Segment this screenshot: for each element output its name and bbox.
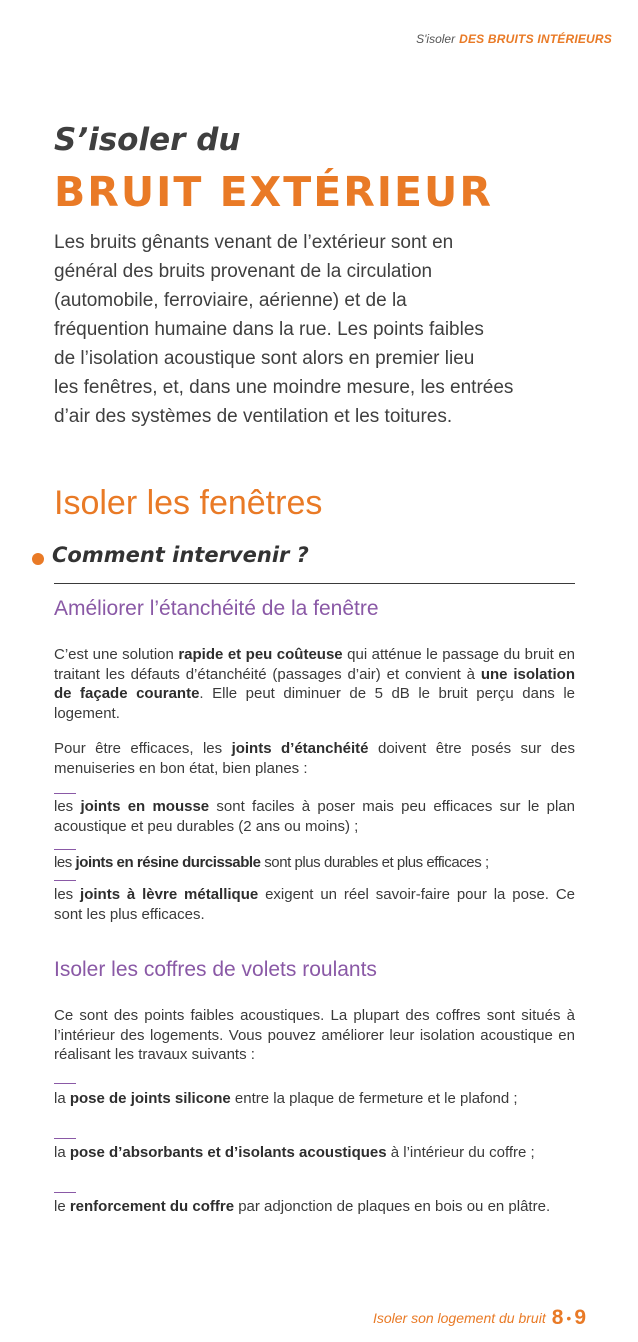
lead-line: les fenêtres, et, dans une moindre mesure, les entrées [54,377,514,398]
lead-line: d’air des systèmes de ventilation et les toitures. [54,406,453,427]
list-dash [54,849,76,850]
footer-title: Isoler son logement du bruit [372,1310,546,1326]
subsection-title-shutters: Isoler les coffres de volets roulants [54,958,377,981]
page-separator-icon: • [566,1310,572,1326]
list-item: les joints en résine durcissable sont plus durables et plus efficaces ; [54,854,489,871]
emphasis: joints d’étanchéité [231,740,369,757]
lead-line: Les bruits gênants venant de l’extérieur sont en [54,232,454,253]
list-dash [54,880,76,881]
list-item: les joints en mousse sont faciles à poser mais peu efficaces sur le plan acoustique et peu durables (2 ans ou moins) ; [54,798,575,835]
running-header [416,32,612,46]
windows-heading: Isoler les fenêtres [54,484,323,522]
list-item: la pose d’absorbants et d’isolants acoustiques à l’intérieur du coffre ; [54,1144,535,1161]
list-item: la pose de joints silicone entre la plaque de fermeture et le plafond ; [54,1090,518,1107]
list-item: le renforcement du coffre par adjonction de plaques en bois ou en plâtre. [54,1198,551,1215]
lead-line: (automobile, ferroviaire, aérienne) et de la [54,290,407,311]
heading-rule [54,583,575,584]
sealing-paragraph-2: Pour être efficaces, les joints d’étanchéité doivent être posés sur des menuiseries en bon état, bien planes : [54,740,575,777]
running-header-title: DES BRUITS INTÉRIEURS [459,32,612,46]
page-number-right: 9 [574,1306,586,1329]
lead-paragraph [54,228,574,431]
section-kicker: S’isoler du [54,122,241,158]
list-dash [54,1192,76,1193]
list-dash [54,1138,76,1139]
running-header-prefix: S'isoler [416,32,456,46]
bullet-dot-icon [32,553,44,565]
emphasis: une isolation de façade courante [54,665,575,702]
how-to-heading: Comment intervenir ? [52,543,309,567]
list-dash [54,1083,76,1084]
page-footer [373,1306,586,1330]
lead-line: général des bruits provenant de la circulation [54,261,433,282]
lead-line: de l’isolation acoustique sont alors en premier lieu [54,348,475,369]
subsection-title-sealing: Améliorer l’étanchéité de la fenêtre [54,597,379,620]
section-title: BRUIT EXTÉRIEUR [54,168,493,216]
list-dash [54,793,76,794]
emphasis: rapide et peu coûteuse [178,646,343,663]
page-number-left: 8 [551,1306,564,1329]
shutters-paragraph: Ce sont des points faibles acoustiques. La plupart des coffres sont situés à l’intérieur des logements. Vous pouvez améliorer leur isolation acoustique en réalisant les travaux suivants : [54,1007,575,1063]
list-item: les joints à lèvre métallique exigent un réel savoir-faire pour la pose. Ce sont les plus efficaces. [54,886,575,923]
sealing-paragraph-1: C’est une solution rapide et peu coûteuse qui atténue le passage du bruit en traitant les défauts d’étanchéité (passages d’air) et convient à une isolation de façade courante. Elle peut diminuer de 5 dB le bruit perçu dans le logement. [54,646,576,722]
lead-line: fréquention humaine dans la rue. Les points faibles [54,319,484,340]
